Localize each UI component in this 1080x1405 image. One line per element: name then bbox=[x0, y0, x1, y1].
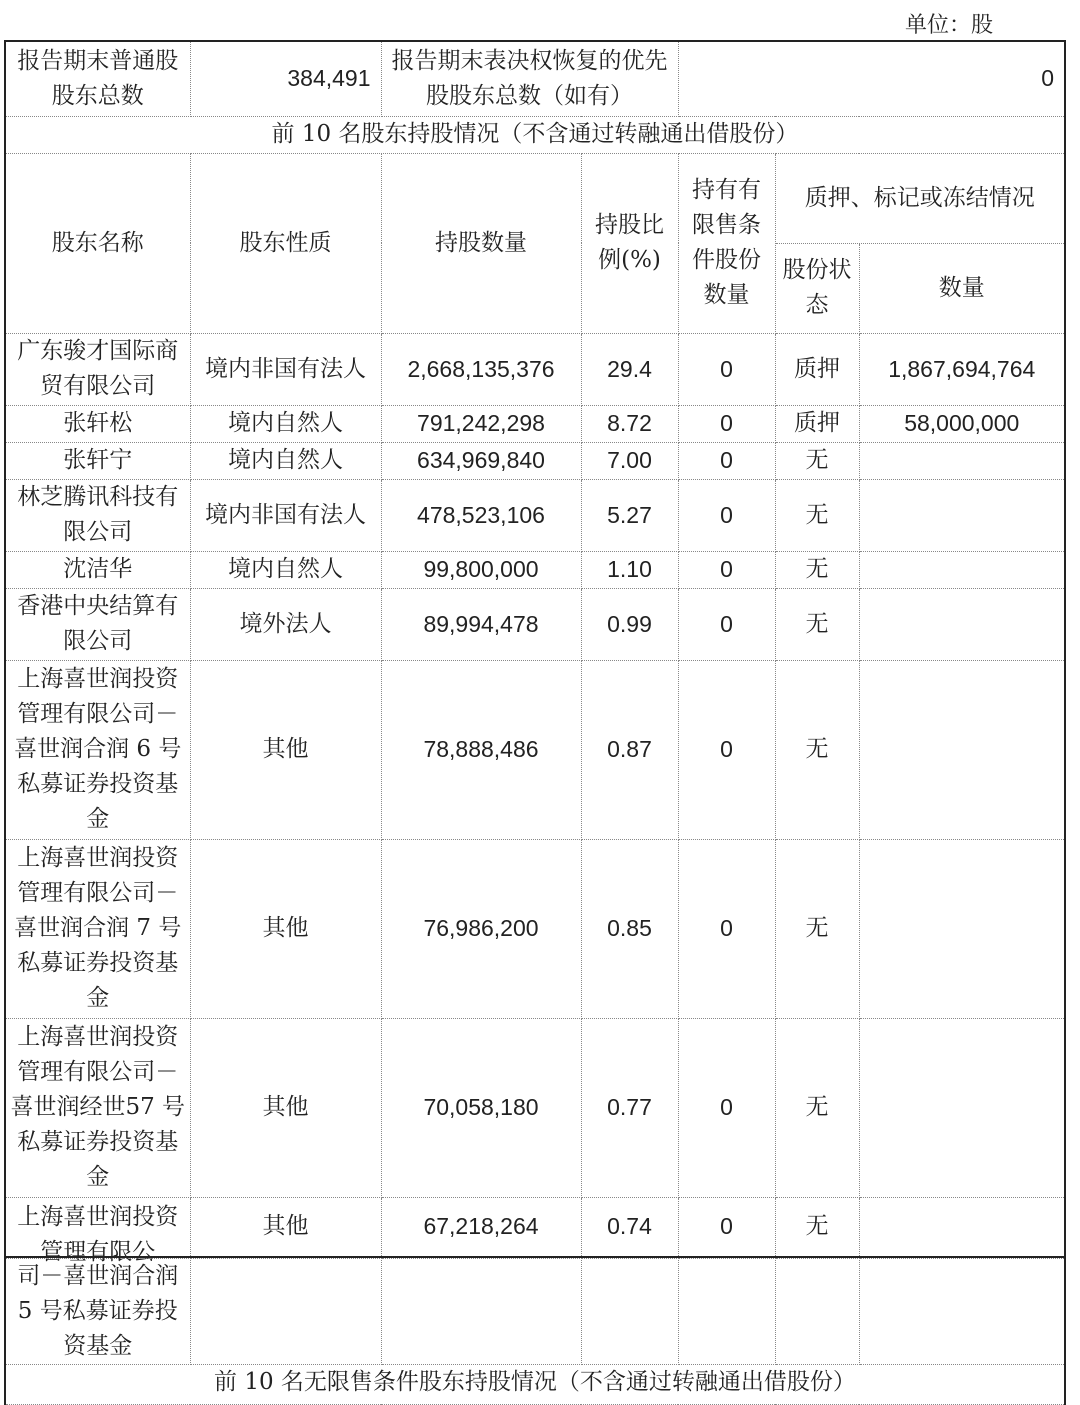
holder-name: 上海喜世润投资管理有限公司－喜世润合润 7 号私募证券投资基金 bbox=[5, 839, 190, 1018]
holder-shares: 478,523,106 bbox=[381, 479, 581, 551]
holder-ratio: 5.27 bbox=[581, 479, 678, 551]
header-name: 股东名称 bbox=[5, 153, 190, 333]
holder-name-clipped: 上海喜世润投资管理有限公 bbox=[17, 1203, 179, 1265]
holder-name: 广东骏才国际商贸有限公司 bbox=[5, 333, 190, 405]
holder-quantity: 1,867,694,764 bbox=[859, 333, 1065, 405]
holder-quantity bbox=[859, 588, 1065, 660]
holder-shares: 76,986,200 bbox=[381, 839, 581, 1018]
empty-cell bbox=[775, 1259, 859, 1365]
table-row bbox=[5, 333, 1065, 405]
header-shares: 持股数量 bbox=[381, 153, 581, 333]
section-title-row bbox=[5, 116, 1065, 153]
next-section-title: 前 10 名无限售条件股东持股情况（不含通过转融通出借股份） bbox=[5, 1365, 1065, 1405]
empty-cell bbox=[381, 1259, 581, 1365]
holder-restricted: 0 bbox=[678, 660, 775, 839]
continuation-table bbox=[4, 1258, 1066, 1405]
holder-name: 林芝腾讯科技有限公司 bbox=[5, 479, 190, 551]
section-title: 前 10 名股东持股情况（不含通过转融通出借股份） bbox=[5, 116, 1065, 153]
holder-status: 无 bbox=[775, 660, 859, 839]
holder-ratio: 8.72 bbox=[581, 405, 678, 442]
holder-ratio: 1.10 bbox=[581, 551, 678, 588]
holder-nature: 境内自然人 bbox=[190, 405, 381, 442]
holder-nature: 其他 bbox=[190, 839, 381, 1018]
holder-shares: 78,888,486 bbox=[381, 660, 581, 839]
holder-shares: 99,800,000 bbox=[381, 551, 581, 588]
common-holders-value: 384,491 bbox=[190, 41, 381, 116]
holder-ratio: 0.77 bbox=[581, 1018, 678, 1197]
holder-status: 无 bbox=[775, 1197, 859, 1257]
holder-restricted: 0 bbox=[678, 551, 775, 588]
next-section-row bbox=[5, 1365, 1065, 1405]
holder-name: 上海喜世润投资管理有限公司－喜世润合润 6 号私募证券投资基金 bbox=[5, 660, 190, 839]
summary-row bbox=[5, 41, 1065, 116]
header-ratio: 持股比例(%) bbox=[581, 153, 678, 333]
holder-shares: 2,668,135,376 bbox=[381, 333, 581, 405]
empty-cell bbox=[581, 1259, 678, 1365]
holder-quantity bbox=[859, 479, 1065, 551]
holder-shares: 70,058,180 bbox=[381, 1018, 581, 1197]
holder-name: 张轩松 bbox=[5, 405, 190, 442]
holder-status: 无 bbox=[775, 442, 859, 479]
empty-cell bbox=[859, 1259, 1065, 1365]
preferred-holders-value: 0 bbox=[678, 41, 1065, 116]
table-row bbox=[5, 588, 1065, 660]
header-restricted: 持有有限售条件股份数量 bbox=[678, 153, 775, 333]
holder-name: 香港中央结算有限公司 bbox=[5, 588, 190, 660]
continuation-name: 司－喜世润合润 5 号私募证券投资基金 bbox=[5, 1259, 190, 1365]
table-row bbox=[5, 479, 1065, 551]
holder-name: 上海喜世润投资管理有限公司－喜世润经世57 号私募证券投资基金 bbox=[5, 1018, 190, 1197]
table-row bbox=[5, 551, 1065, 588]
shareholder-table bbox=[4, 40, 1066, 1265]
holder-shares: 67,218,264 bbox=[381, 1197, 581, 1257]
empty-cell bbox=[190, 1259, 381, 1365]
table-row bbox=[5, 660, 1065, 839]
holder-restricted: 0 bbox=[678, 588, 775, 660]
holder-shares: 89,994,478 bbox=[381, 588, 581, 660]
holder-ratio: 7.00 bbox=[581, 442, 678, 479]
holder-restricted: 0 bbox=[678, 479, 775, 551]
header-status: 股份状态 bbox=[775, 243, 859, 333]
holder-status: 无 bbox=[775, 588, 859, 660]
holder-nature: 其他 bbox=[190, 660, 381, 839]
holder-ratio: 0.85 bbox=[581, 839, 678, 1018]
unit-label: 单位：股 bbox=[905, 13, 994, 38]
holder-nature: 其他 bbox=[190, 1018, 381, 1197]
holder-status: 无 bbox=[775, 1018, 859, 1197]
common-holders-label: 报告期末普通股股东总数 bbox=[5, 41, 190, 116]
holder-nature: 境外法人 bbox=[190, 588, 381, 660]
holder-quantity bbox=[859, 660, 1065, 839]
holder-nature: 其他 bbox=[190, 1197, 381, 1257]
header-nature: 股东性质 bbox=[190, 153, 381, 333]
table-row bbox=[5, 839, 1065, 1018]
holder-quantity bbox=[859, 839, 1065, 1018]
table-row bbox=[5, 405, 1065, 442]
continuation-row bbox=[5, 1259, 1065, 1365]
table-row bbox=[5, 442, 1065, 479]
holder-quantity bbox=[859, 442, 1065, 479]
empty-cell bbox=[678, 1259, 775, 1365]
holder-restricted: 0 bbox=[678, 405, 775, 442]
holder-status: 质押 bbox=[775, 333, 859, 405]
holder-quantity: 58,000,000 bbox=[859, 405, 1065, 442]
holder-status: 无 bbox=[775, 479, 859, 551]
table-row bbox=[5, 1197, 1065, 1257]
holder-ratio: 0.74 bbox=[581, 1197, 678, 1257]
holder-ratio: 0.99 bbox=[581, 588, 678, 660]
holder-ratio: 0.87 bbox=[581, 660, 678, 839]
holder-ratio: 29.4 bbox=[581, 333, 678, 405]
holder-nature: 境内非国有法人 bbox=[190, 479, 381, 551]
holder-quantity bbox=[859, 551, 1065, 588]
holder-quantity bbox=[859, 1018, 1065, 1197]
holder-shares: 791,242,298 bbox=[381, 405, 581, 442]
holder-status: 质押 bbox=[775, 405, 859, 442]
holder-name: 沈洁华 bbox=[5, 551, 190, 588]
header-quantity: 数量 bbox=[859, 243, 1065, 333]
holder-shares: 634,969,840 bbox=[381, 442, 581, 479]
preferred-holders-label: 报告期末表决权恢复的优先股股东总数（如有） bbox=[381, 41, 678, 116]
holder-status: 无 bbox=[775, 839, 859, 1018]
holder-restricted: 0 bbox=[678, 1197, 775, 1257]
holder-restricted: 0 bbox=[678, 839, 775, 1018]
header-row-1 bbox=[5, 153, 1065, 243]
holder-restricted: 0 bbox=[678, 442, 775, 479]
holder-quantity bbox=[859, 1197, 1065, 1257]
holder-nature: 境内自然人 bbox=[190, 442, 381, 479]
table-row bbox=[5, 1018, 1065, 1197]
header-pledge-group: 质押、标记或冻结情况 bbox=[775, 153, 1065, 243]
holder-restricted: 0 bbox=[678, 333, 775, 405]
holder-status: 无 bbox=[775, 551, 859, 588]
holder-restricted: 0 bbox=[678, 1018, 775, 1197]
holder-name: 张轩宁 bbox=[5, 442, 190, 479]
holder-nature: 境内非国有法人 bbox=[190, 333, 381, 405]
holder-nature: 境内自然人 bbox=[190, 551, 381, 588]
holder-name bbox=[5, 1197, 190, 1265]
